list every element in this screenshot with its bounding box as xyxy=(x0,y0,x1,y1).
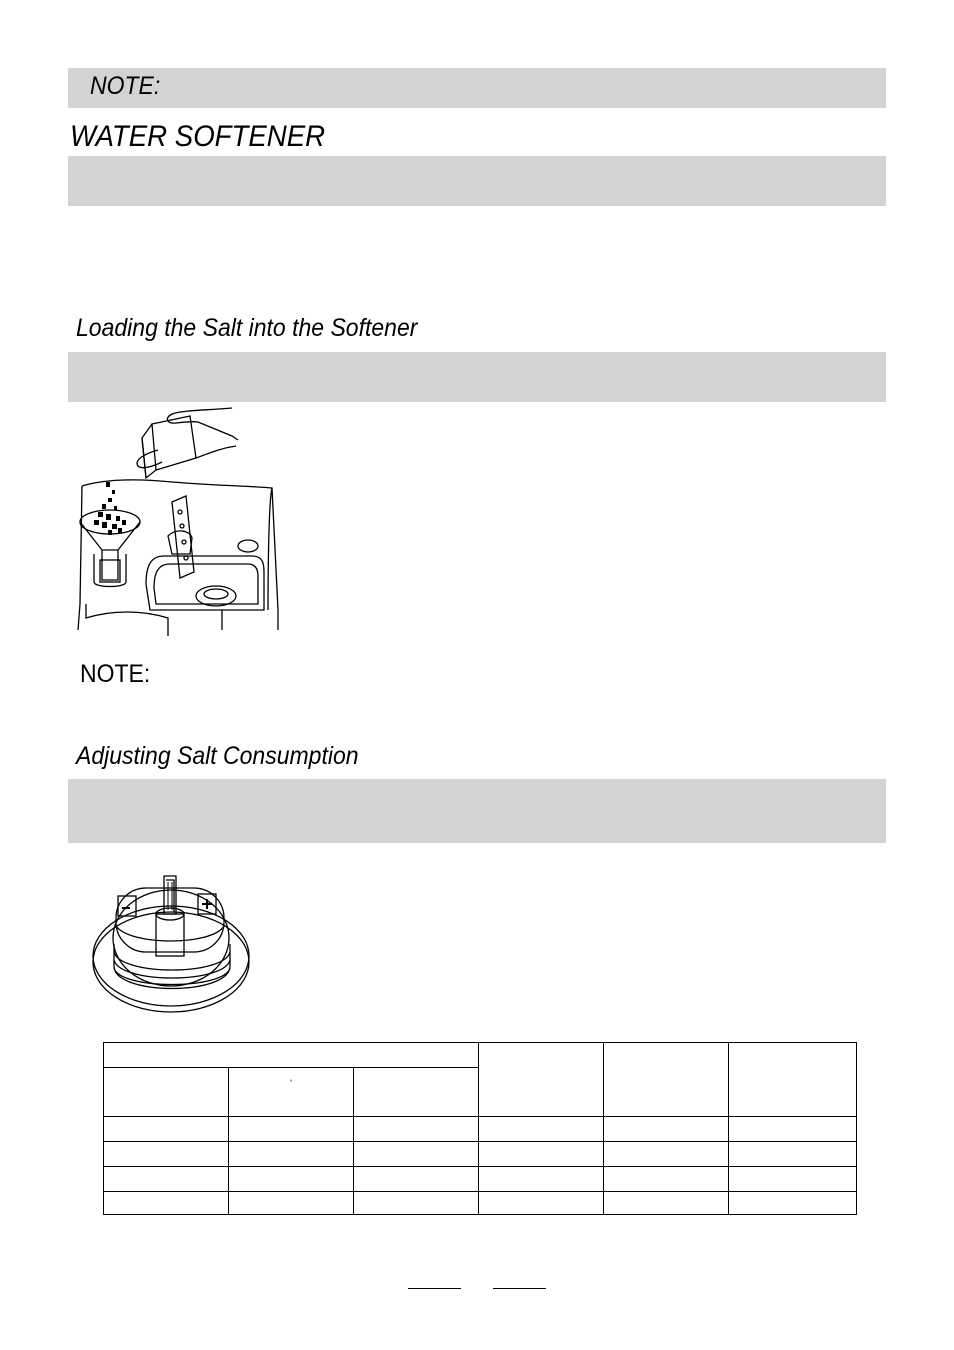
table-row xyxy=(104,1117,857,1142)
salt-grains xyxy=(94,482,126,535)
table-header-cell xyxy=(479,1043,604,1117)
adjusting-salt-heading: Adjusting Salt Consumption xyxy=(76,742,359,770)
hand-outline xyxy=(167,408,238,440)
table-subheader-cell xyxy=(104,1068,229,1117)
table-row xyxy=(104,1192,857,1215)
water-hardness-header-cell xyxy=(104,1043,479,1068)
table-header-row xyxy=(104,1043,857,1068)
adjusting-salt-banner xyxy=(68,779,886,843)
water-softener-banner xyxy=(68,156,886,206)
loading-note-label: NOTE: xyxy=(80,660,151,688)
footer-rule-right xyxy=(493,1288,546,1289)
table-header-cell xyxy=(604,1043,729,1117)
loading-salt-heading: Loading the Salt into the Softener xyxy=(76,314,418,342)
salt-setting-table xyxy=(103,1042,857,1215)
salt-box xyxy=(152,416,196,470)
salt-loading-illustration xyxy=(72,404,282,636)
salt-cap-dial-illustration xyxy=(90,866,252,1016)
table-header-cell xyxy=(729,1043,857,1117)
table-row xyxy=(104,1142,857,1167)
note-label: NOTE: xyxy=(90,72,161,100)
loading-salt-banner xyxy=(68,352,886,402)
table-subheader-cell xyxy=(354,1068,479,1117)
spray-arm xyxy=(172,496,194,578)
table-subheader-cell xyxy=(229,1068,354,1117)
footer-rule-left xyxy=(408,1288,461,1289)
water-softener-heading: WATER SOFTENER xyxy=(70,120,326,153)
note-banner xyxy=(68,68,886,108)
table-row xyxy=(104,1167,857,1192)
degree-mark: ° xyxy=(289,1080,293,1086)
